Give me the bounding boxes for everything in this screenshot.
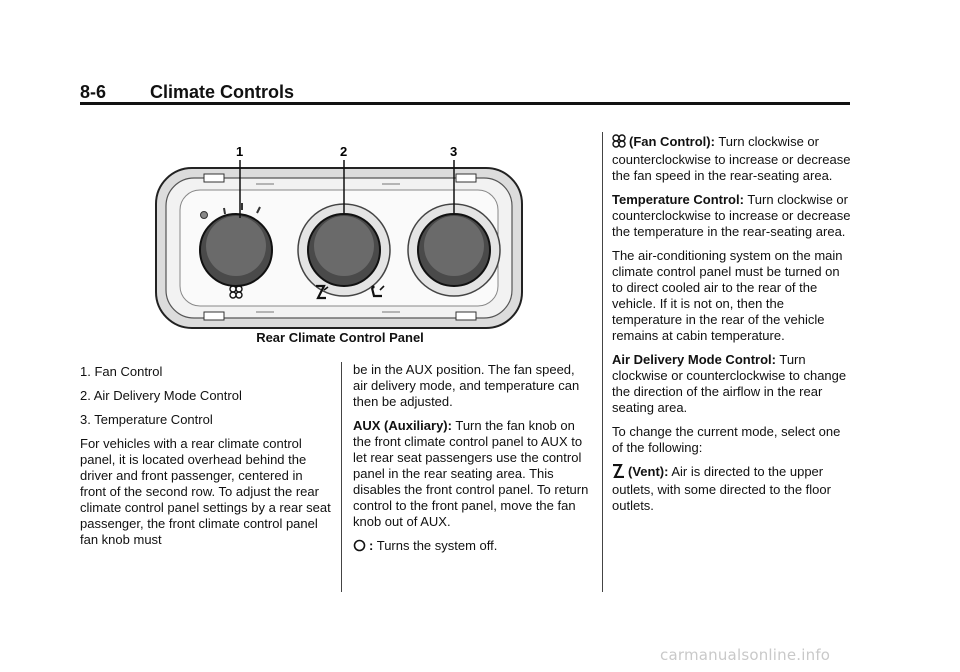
vent-label: (Vent): bbox=[628, 464, 669, 479]
vent-icon bbox=[612, 464, 625, 482]
off-paragraph bbox=[353, 538, 591, 556]
aux-label: AUX (Auxiliary): bbox=[353, 418, 452, 433]
fan-control-label: (Fan Control): bbox=[629, 134, 715, 149]
column-divider-2 bbox=[602, 132, 603, 592]
air-delivery-mode-text: Turn clockwise or counterclockwise to change the direction of the airflow in the rear seating area. bbox=[612, 352, 847, 415]
temperature-control-text: Turn clockwise or counterclockwise to increase or decrease the temperature in the rear-seating area. bbox=[612, 192, 851, 239]
header-rule bbox=[80, 102, 850, 105]
callout-3: 3 bbox=[450, 144, 458, 159]
power-off-icon bbox=[353, 539, 366, 556]
aux-continuation-paragraph: be in the AUX position. The fan speed, air delivery mode, and temperature can then be adjusted. bbox=[353, 362, 580, 409]
air-delivery-mode-paragraph bbox=[612, 352, 852, 416]
temperature-control-paragraph bbox=[612, 192, 852, 240]
callout-1: 1 bbox=[236, 144, 244, 159]
rear-panel-location-paragraph: For vehicles with a rear climate control panel, it is located overhead behind the driver and front passenger, centered in front of the second row. To adjust the rear climate control panel settings by a rear seat passenger, the front climate control panel fan knob must bbox=[80, 436, 331, 547]
list-item: 1. Fan Control bbox=[80, 364, 163, 379]
temperature-control-label: Temperature Control: bbox=[612, 192, 744, 207]
fan-control-text: Turn clockwise or counterclockwise to increase or decrease the fan speed in the rear-seating area. bbox=[612, 134, 851, 183]
list-item: 3. Temperature Control bbox=[80, 412, 213, 427]
callout-2: 2 bbox=[340, 144, 348, 159]
air-delivery-mode-label: Air Delivery Mode Control: bbox=[612, 352, 776, 367]
fan-icon bbox=[612, 134, 626, 152]
off-text: Turns the system off. bbox=[376, 538, 498, 553]
off-label: : bbox=[369, 538, 374, 553]
section-title: Climate Controls bbox=[150, 82, 295, 102]
select-mode-paragraph: To change the current mode, select one of the following: bbox=[612, 424, 841, 455]
column-3 bbox=[612, 134, 852, 522]
air-conditioning-paragraph: The air-conditioning system on the main climate control panel must be turned on to direct cooled air to the rear of the vehicle. If it is not on, then the temperature in the rear of the vehicle remains at cabin temperature. bbox=[612, 248, 843, 343]
column-divider-1 bbox=[341, 362, 342, 592]
rear-climate-panel-figure bbox=[150, 140, 530, 340]
page-number: 8-6 bbox=[80, 82, 107, 102]
aux-paragraph bbox=[353, 418, 591, 530]
watermark: carmanualsonline.info bbox=[660, 646, 831, 664]
vent-paragraph bbox=[612, 464, 852, 514]
column-2 bbox=[353, 362, 591, 564]
page-header bbox=[80, 80, 850, 104]
figure-caption: Rear Climate Control Panel bbox=[256, 330, 424, 345]
aux-text: Turn the fan knob on the front climate control panel to AUX to let rear seat passengers use the control panel in the rear seating area. This disables the front control panel. To return control to the front panel, move the fan knob out of AUX. bbox=[353, 418, 589, 529]
fan-control-paragraph bbox=[612, 134, 852, 184]
list-item: 2. Air Delivery Mode Control bbox=[80, 388, 242, 403]
column-1 bbox=[80, 364, 332, 556]
panel-illustration bbox=[150, 140, 530, 340]
vent-text: Air is directed to the upper outlets, with some directed to the floor outlets. bbox=[612, 464, 831, 513]
